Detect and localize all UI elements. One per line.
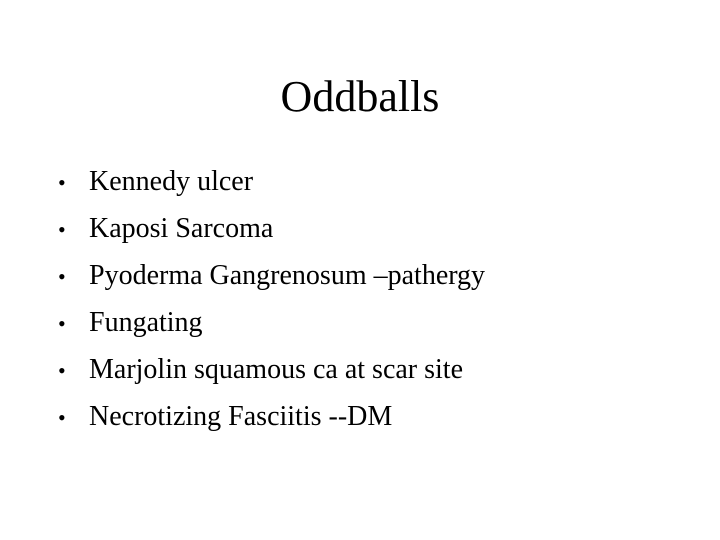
bullet-icon: • (58, 217, 66, 242)
bullet-icon: • (58, 264, 66, 289)
bullet-text: Kaposi Sarcoma (89, 213, 274, 244)
list-item (58, 397, 485, 444)
bullet-icon: • (58, 311, 66, 336)
bullet-icon: • (58, 170, 66, 195)
bullet-text: Kennedy ulcer (89, 166, 254, 197)
list-item (58, 256, 485, 303)
slide-title: Oddballs (280, 72, 440, 121)
list-item (58, 209, 485, 256)
bullet-list (58, 162, 485, 444)
list-item (58, 350, 485, 397)
bullet-text: Necrotizing Fasciitis --DM (89, 401, 393, 432)
bullet-icon: • (58, 405, 66, 430)
bullet-text: Marjolin squamous ca at scar site (89, 354, 464, 385)
bullet-icon: • (58, 358, 66, 383)
bullet-text: Pyoderma Gangrenosum –pathergy (89, 260, 486, 291)
bullet-text: Fungating (89, 307, 203, 338)
list-item (58, 303, 485, 350)
list-item (58, 162, 485, 209)
